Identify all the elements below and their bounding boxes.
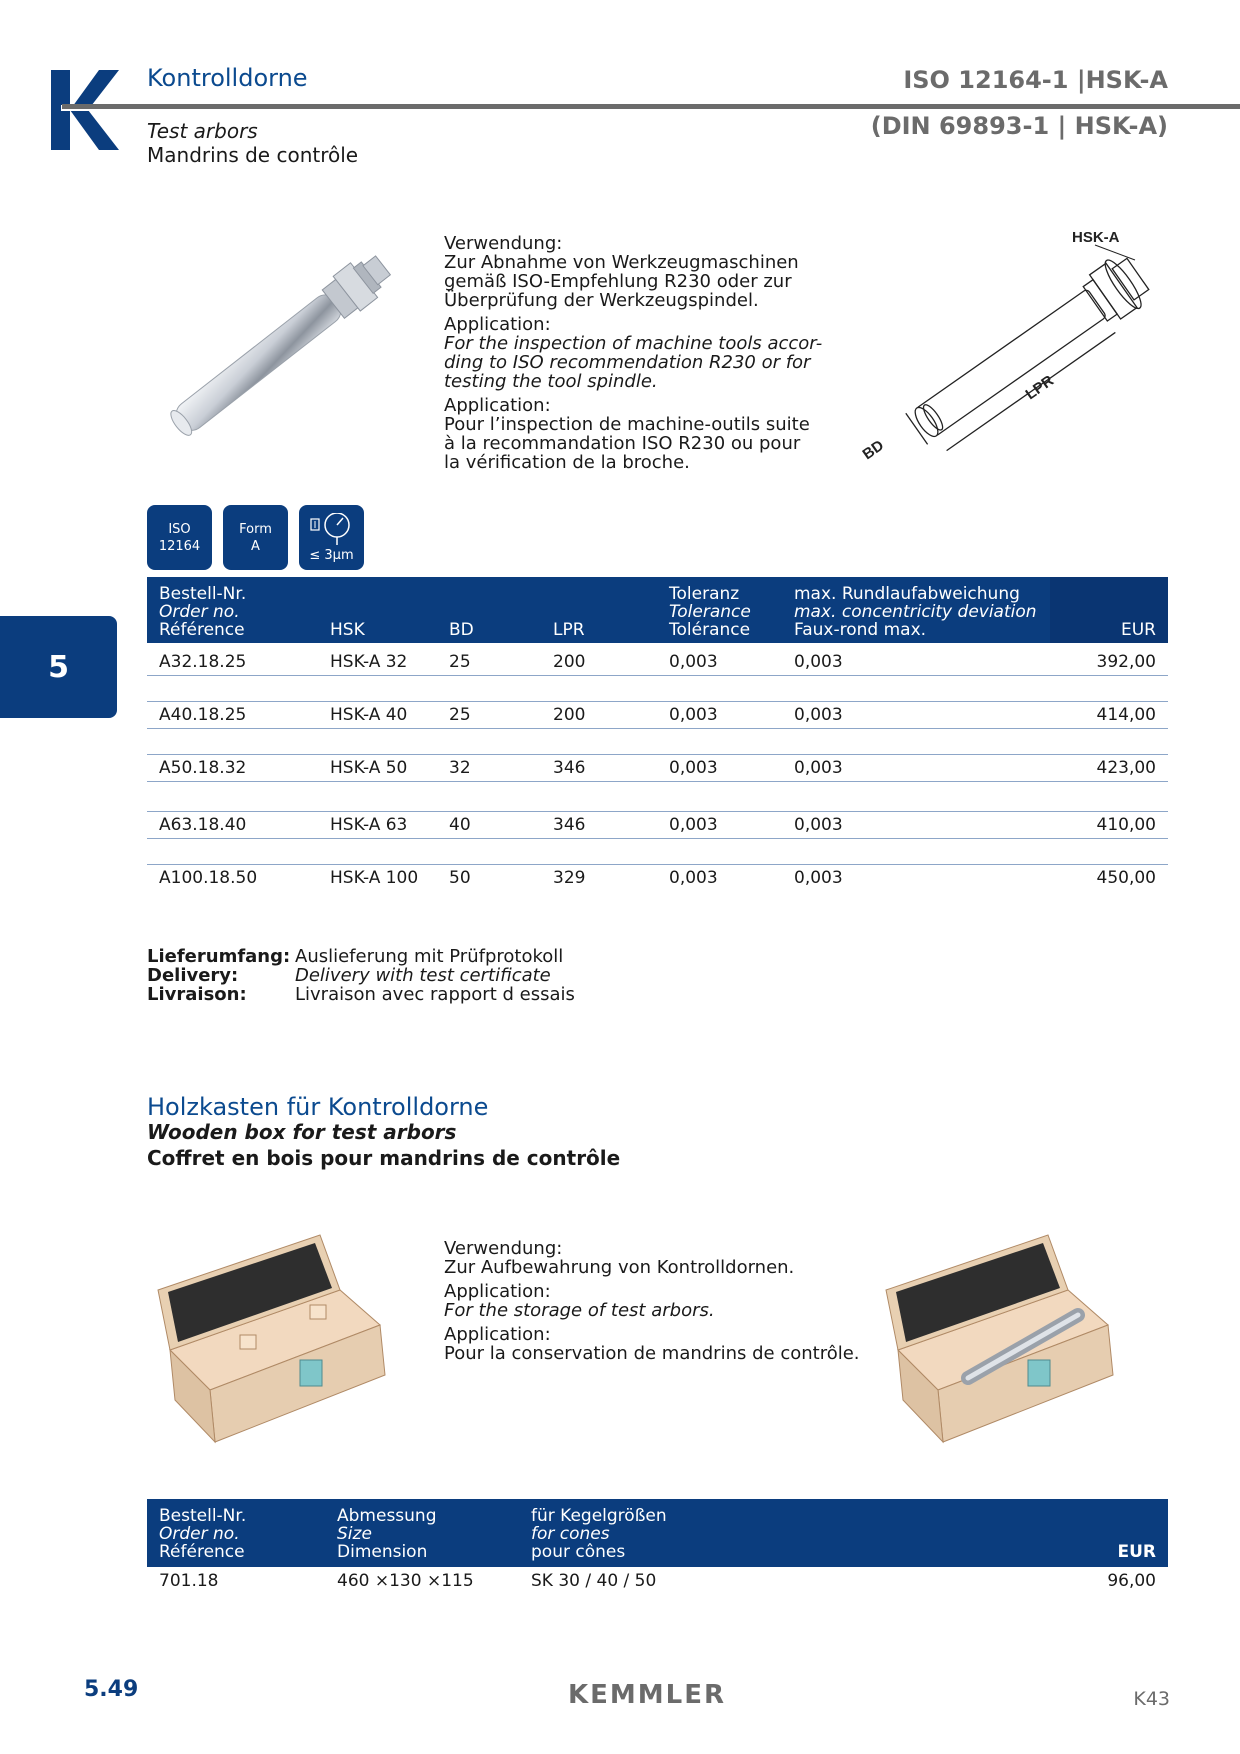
usage-en-line: For the inspection of machine tools accor-	[444, 333, 823, 354]
col-tol-fr: Tolérance	[669, 620, 751, 640]
delivery-label-fr: Livraison:	[147, 984, 247, 1005]
standard-iso: ISO 12164-1 |HSK-A	[903, 66, 1168, 94]
page-title: Kontrolldorne	[147, 64, 308, 92]
tolerance: 0,003	[669, 758, 718, 778]
price: 96,00	[1107, 1571, 1156, 1591]
table-row[interactable]	[147, 1567, 1168, 1595]
delivery-texts	[295, 947, 575, 1004]
col-size-de: Abmessung	[337, 1506, 437, 1526]
section-title-fr: Coffret en bois pour mandrins de contrôle	[147, 1146, 621, 1170]
col-bd: BD	[449, 620, 474, 640]
lpr: 346	[553, 815, 586, 835]
tolerance: 0,003	[669, 652, 718, 672]
col-hsk: HSK	[330, 620, 365, 640]
kemmler-logo	[51, 70, 119, 154]
hsk-dimension-label: HSK-A	[1072, 229, 1120, 246]
usage-block	[444, 234, 822, 472]
concentricity-badge	[299, 505, 364, 570]
hsk: HSK-A 40	[330, 705, 408, 725]
order-no: A40.18.25	[159, 705, 247, 725]
box-usage-en-text: For the storage of test arbors.	[444, 1300, 715, 1321]
box-usage-block	[444, 1239, 860, 1363]
row-divider	[147, 675, 1168, 676]
cones: SK 30 / 40 / 50	[531, 1571, 657, 1591]
lpr-dimension-label: LPR	[1022, 372, 1057, 404]
hsk: HSK-A 32	[330, 652, 408, 672]
bd: 50	[449, 868, 471, 888]
usage-de-label: Verwendung:	[444, 233, 563, 254]
bd: 40	[449, 815, 471, 835]
hsk: HSK-A 100	[330, 868, 419, 888]
row-divider	[147, 838, 1168, 839]
box-usage-en-label: Application:	[444, 1281, 551, 1302]
price: 423,00	[1096, 758, 1156, 778]
order-no: A63.18.40	[159, 815, 247, 835]
concentricity: 0,003	[794, 705, 843, 725]
hsk: HSK-A 63	[330, 815, 408, 835]
usage-en-line: testing the tool spindle.	[444, 371, 658, 392]
col-size-fr: Dimension	[337, 1542, 428, 1562]
section-title-en: Wooden box for test arbors	[147, 1120, 457, 1144]
delivery-label-en: Delivery:	[147, 965, 239, 986]
col-eur: EUR	[1117, 1542, 1156, 1562]
col-conc-de: max. Rundlaufabweichung	[794, 584, 1020, 604]
order-no: A50.18.32	[159, 758, 247, 778]
section-title: Holzkasten für Kontrolldorne	[147, 1093, 489, 1121]
col-order-fr: Référence	[159, 620, 245, 640]
price: 392,00	[1096, 652, 1156, 672]
table-row[interactable]	[147, 811, 1168, 839]
col-eur: EUR	[1121, 620, 1156, 640]
delivery-text-de: Auslieferung mit Prüfprotokoll	[295, 946, 564, 967]
order-no: 701.18	[159, 1571, 219, 1591]
iso-badge	[147, 505, 212, 570]
hsk: HSK-A 50	[330, 758, 408, 778]
concentricity: 0,003	[794, 815, 843, 835]
page-number: 5.49	[84, 1677, 139, 1702]
box-usage-de-text: Zur Aufbewahrung von Kontrolldornen.	[444, 1257, 795, 1278]
table-row[interactable]	[147, 754, 1168, 782]
col-size-en: Size	[337, 1524, 372, 1544]
box-table-header	[147, 1499, 1168, 1567]
concentricity: 0,003	[794, 652, 843, 672]
lpr: 329	[553, 868, 586, 888]
wooden-box-empty-image	[150, 1230, 430, 1454]
page-title-fr: Mandrins de contrôle	[147, 143, 359, 167]
order-no: A32.18.25	[159, 652, 247, 672]
col-conc-fr: Faux-rond max.	[794, 620, 927, 640]
col-conc-en: max. concentricity deviation	[794, 602, 1037, 622]
table-row[interactable]	[147, 864, 1168, 892]
header-rule	[62, 104, 1240, 109]
price: 410,00	[1096, 815, 1156, 835]
usage-fr-line: à la recommandation ISO R230 ou pour	[444, 433, 801, 454]
usage-fr-label: Application:	[444, 395, 551, 416]
badge-line: ≤ 3µm	[309, 548, 354, 563]
wooden-box-with-arbor-image	[878, 1230, 1148, 1454]
lpr: 200	[553, 652, 586, 672]
col-order-de: Bestell-Nr.	[159, 584, 247, 604]
delivery-label-de: Lieferumfang:	[147, 946, 291, 967]
bd-dimension-label: BD	[859, 436, 888, 464]
lpr: 346	[553, 758, 586, 778]
col-tol-de: Toleranz	[669, 584, 740, 604]
table-row[interactable]	[147, 648, 1168, 676]
col-order-en: Order no.	[159, 1524, 240, 1544]
box-usage-de-label: Verwendung:	[444, 1238, 563, 1259]
row-divider	[147, 781, 1168, 782]
col-lpr: LPR	[553, 620, 585, 640]
usage-de-line: Zur Abnahme von Werkzeugmaschinen	[444, 252, 799, 273]
col-order-fr: Référence	[159, 1542, 245, 1562]
standard-din: (DIN 69893-1 | HSK-A)	[870, 112, 1168, 140]
usage-fr-line: Pour l’inspection de machine-outils suite	[444, 414, 810, 435]
price: 414,00	[1096, 705, 1156, 725]
usage-de-line: gemäß ISO-Empfehlung R230 oder zur	[444, 271, 792, 292]
col-order-en: Order no.	[159, 602, 240, 622]
delivery-text-en: Delivery with test certificate	[295, 965, 551, 986]
product-table-header	[147, 577, 1168, 643]
table-row[interactable]	[147, 701, 1168, 729]
badge-line: A	[251, 538, 260, 554]
col-cone-fr: pour cônes	[531, 1542, 626, 1562]
chapter-tab[interactable]: 5	[0, 616, 117, 718]
usage-fr-line: la vérification de la broche.	[444, 452, 690, 473]
usage-en-label: Application:	[444, 314, 551, 335]
page-title-en: Test arbors	[147, 119, 258, 143]
badge-line: ISO	[168, 521, 191, 537]
box-usage-fr-label: Application:	[444, 1324, 551, 1345]
delivery-text-fr: Livraison avec rapport d essais	[295, 984, 575, 1005]
usage-de-line: Überprüfung der Werkzeugspindel.	[444, 290, 759, 311]
dial-gauge-icon	[307, 513, 357, 547]
tolerance: 0,003	[669, 868, 718, 888]
tolerance: 0,003	[669, 815, 718, 835]
row-divider	[147, 728, 1168, 729]
form-badge	[223, 505, 288, 570]
badge-line: Form	[239, 521, 272, 537]
col-cone-en: for cones	[531, 1524, 610, 1544]
concentricity: 0,003	[794, 758, 843, 778]
technical-drawing	[855, 225, 1185, 499]
test-arbor-image	[140, 238, 430, 442]
bd: 32	[449, 758, 471, 778]
box-usage-fr-text: Pour la conservation de mandrins de contrôle.	[444, 1343, 860, 1364]
size: 460 ×130 ×115	[337, 1571, 474, 1591]
brand-logo: KEMMLER	[568, 1680, 727, 1710]
bd: 25	[449, 652, 471, 672]
delivery-labels	[147, 947, 290, 1004]
lpr: 200	[553, 705, 586, 725]
bd: 25	[449, 705, 471, 725]
tolerance: 0,003	[669, 705, 718, 725]
catalog-ref: K43	[1133, 1688, 1170, 1710]
order-no: A100.18.50	[159, 868, 258, 888]
col-order-de: Bestell-Nr.	[159, 1506, 247, 1526]
concentricity: 0,003	[794, 868, 843, 888]
col-cone-de: für Kegelgrößen	[531, 1506, 667, 1526]
col-tol-en: Tolerance	[669, 602, 751, 622]
badge-line: 12164	[158, 538, 201, 554]
price: 450,00	[1096, 868, 1156, 888]
usage-en-line: ding to ISO recommendation R230 or for	[444, 352, 811, 373]
